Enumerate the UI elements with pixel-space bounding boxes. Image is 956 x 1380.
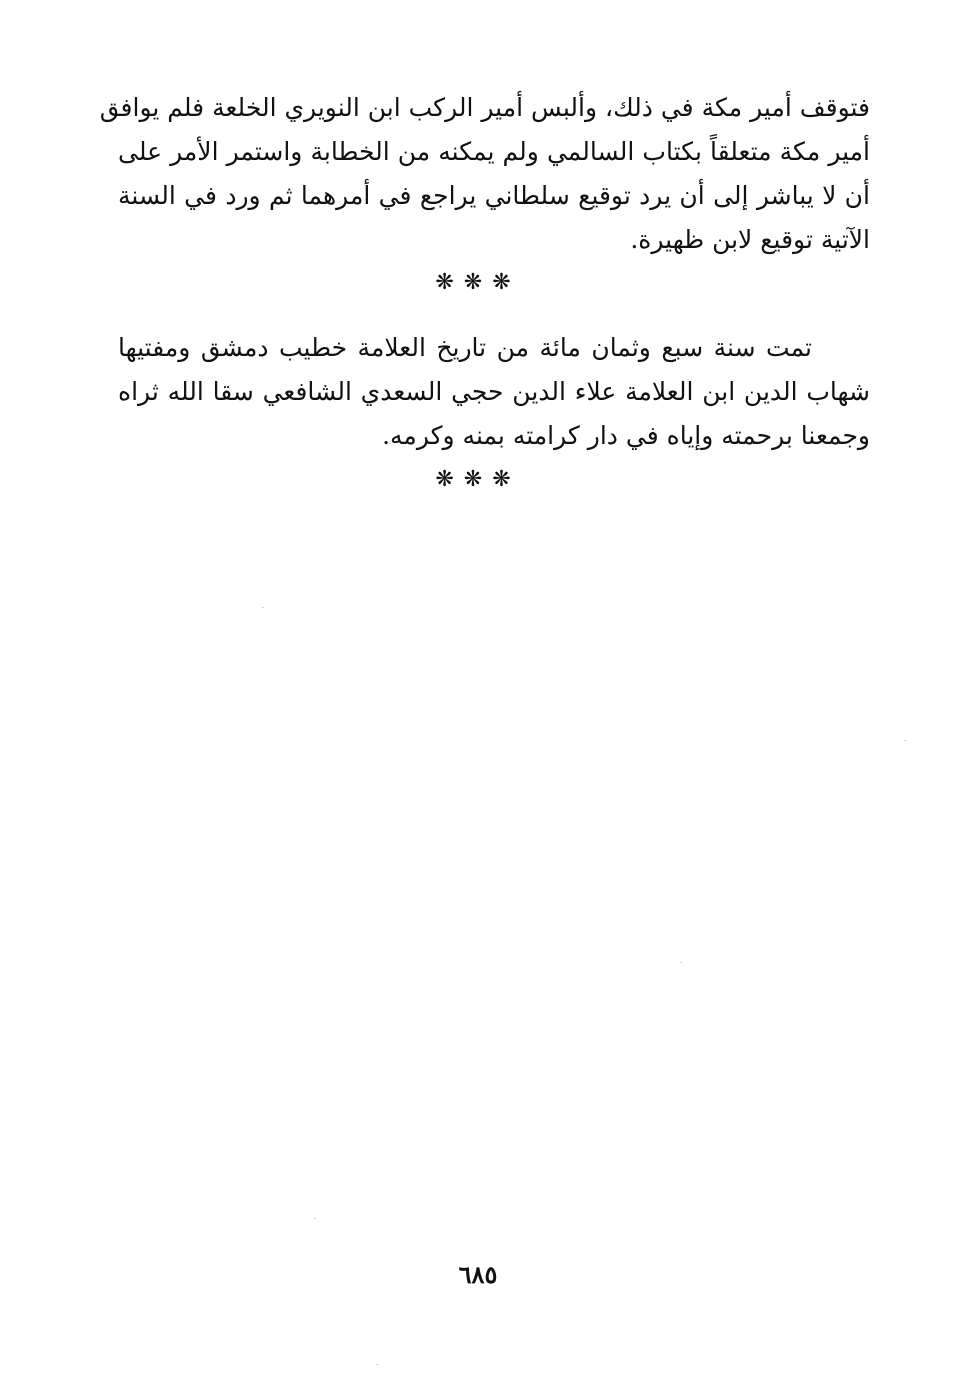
scan-speck [314,1218,316,1219]
paragraph-line: فتوقف أمير مكة في ذلك، وألبس أمير الركب ابن النويري الخلعة فلم يوافق [99,93,870,122]
paragraph-line: تمت سنة سبع وثمان مائة من تاريخ العلامة خطيب دمشق ومفتيها [118,333,812,362]
scan-speck [680,962,682,963]
paragraph-line: وجمعنا برحمته وإياه في دار كرامته بمنه وكرمه. [382,421,870,450]
paragraph-line: شهاب الدين ابن العلامة علاء الدين حجي السعدي الشافعي سقا الله ثراه [118,377,870,406]
page-number: ٦٨٥ [458,1260,498,1289]
section-separator: ❋❋❋ [435,270,521,295]
paragraph-colophon [118,326,870,458]
paragraph-line: الآتية توقيع لابن ظهيرة. [630,225,870,254]
paragraph-line: أمير مكة متعلقاً بكتاب السالمي ولم يمكنه من الخطابة واستمر الأمر على [118,137,870,166]
section-separator: ❋❋❋ [435,467,521,492]
paragraph-line: أن لا يباشر إلى أن يرد توقيع سلطاني يراجع في أمرهما ثم ورد في السنة [118,181,870,210]
scan-speck [376,1364,378,1365]
scan-speck [904,740,906,741]
paragraph-continuation [99,86,870,262]
scan-speck [262,607,264,608]
